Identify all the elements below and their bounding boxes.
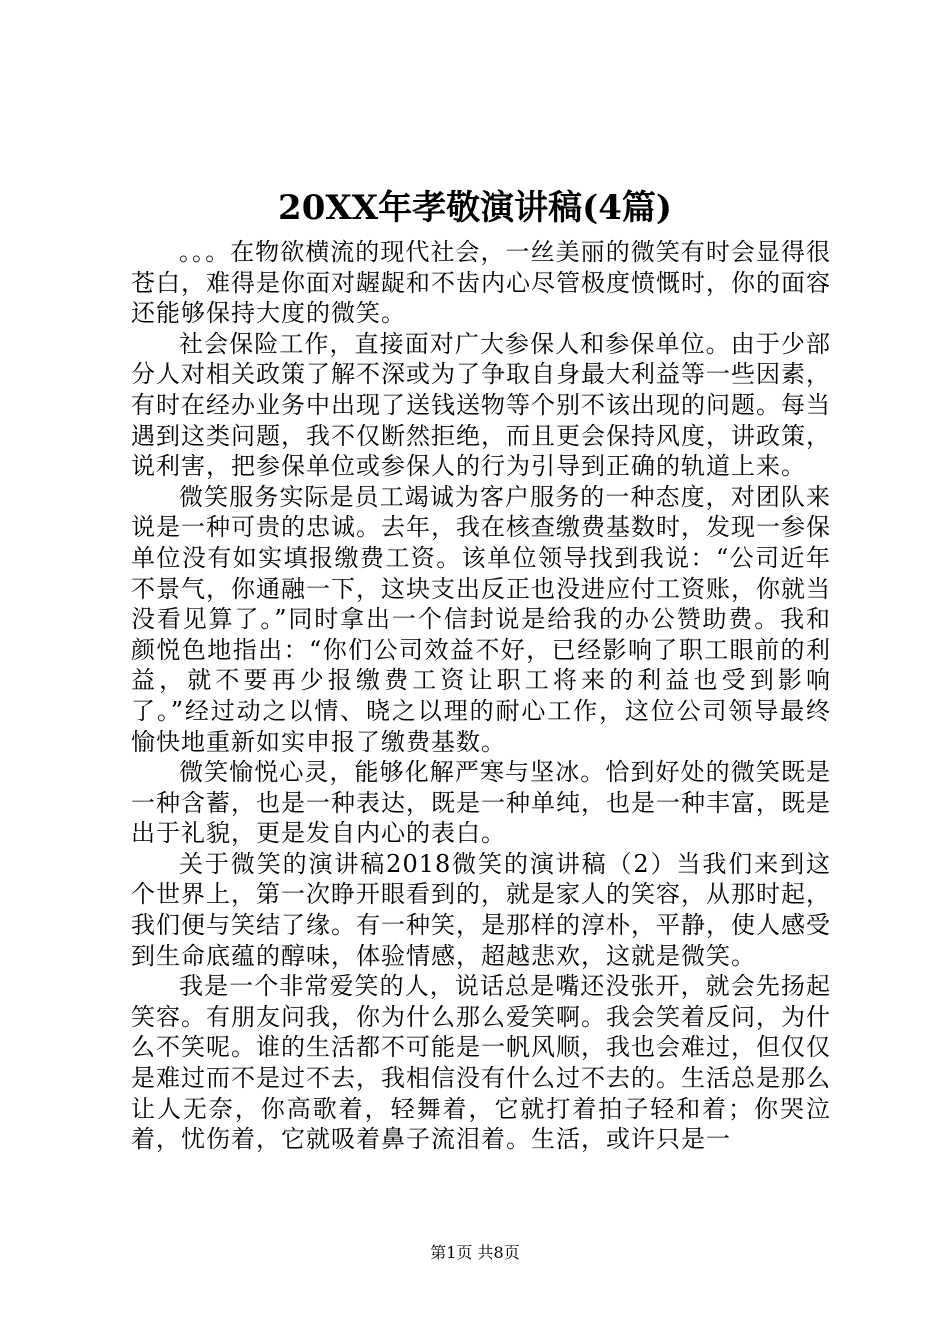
paragraph-6: 我是一个非常爱笑的人，说话总是嘴还没张开，就会先扬起笑容。有朋友问我，你为什么那么爱笑啊。我会笑着反问，为什么不笑呢。谁的生活都不可能是一帆风顺，我也会难过，但仅仅是难过而不是过不去，我相信没有什么过不去的。生活总是那么让人无奈，你高歌着，轻舞着，它就打着拍子轻和着；你哭泣着，忧伤着，它就吸着鼻子流泪着。生活，或许只是一 — [131, 972, 831, 1154]
page-number-footer: 第1页 共8页 — [430, 1243, 520, 1262]
paragraph-3: 微笑服务实际是员工竭诚为客户服务的一种态度，对团队来说是一种可贵的忠诚。去年，我在核查缴费基数时，发现一参保单位没有如实填报缴费工资。该单位领导找到我说：“公司近年不景气，你通融一下，这块支出反正也没进应付工资账，你就当没看见算了。”同时拿出一个信封说是给我的办公赞助费。我和颜悦色地指出：“你们公司效益不好，已经影响了职工眼前的利益，就不要再少报缴费工资让职工将来的利益也受到影响了。”经过动之以情、晓之以理的耐心工作，这位公司领导最终愉快地重新如实申报了缴费基数。 — [131, 482, 831, 756]
paragraph-5: 关于微笑的演讲稿2018微笑的演讲稿（2）当我们来到这个世界上，第一次睁开眼看到的，就是家人的笑容，从那时起，我们便与笑结了缘。有一种笑，是那样的淳朴，平静，使人感受到生命底蕴的醇味，体验情感，超越悲欢，这就是微笑。 — [131, 849, 831, 970]
document-body — [131, 237, 831, 1155]
paragraph-4: 微笑愉悦心灵，能够化解严寒与坚冰。恰到好处的微笑既是一种含蓄，也是一种表达，既是一种单纯，也是一种丰富，既是出于礼貌，更是发自内心的表白。 — [131, 758, 831, 848]
paragraph-2: 社会保险工作，直接面对广大参保人和参保单位。由于少部分人对相关政策了解不深或为了争取自身最大利益等一些因素，有时在经办业务中出现了送钱送物等个别不该出现的问题。每当遇到这类问题，我不仅断然拒绝，而且更会保持风度，讲政策，说利害，把参保单位或参保人的行为引导到正确的轨道上来。 — [131, 329, 831, 481]
paragraph-1: 。。。在物欲横流的现代社会，一丝美丽的微笑有时会显得很苍白，难得是你面对龌龊和不齿内心尽管极度愤慨时，你的面容还能够保持大度的微笑。 — [131, 238, 831, 328]
document-title: 20XX年孝敬演讲稿(4篇) — [278, 188, 672, 228]
